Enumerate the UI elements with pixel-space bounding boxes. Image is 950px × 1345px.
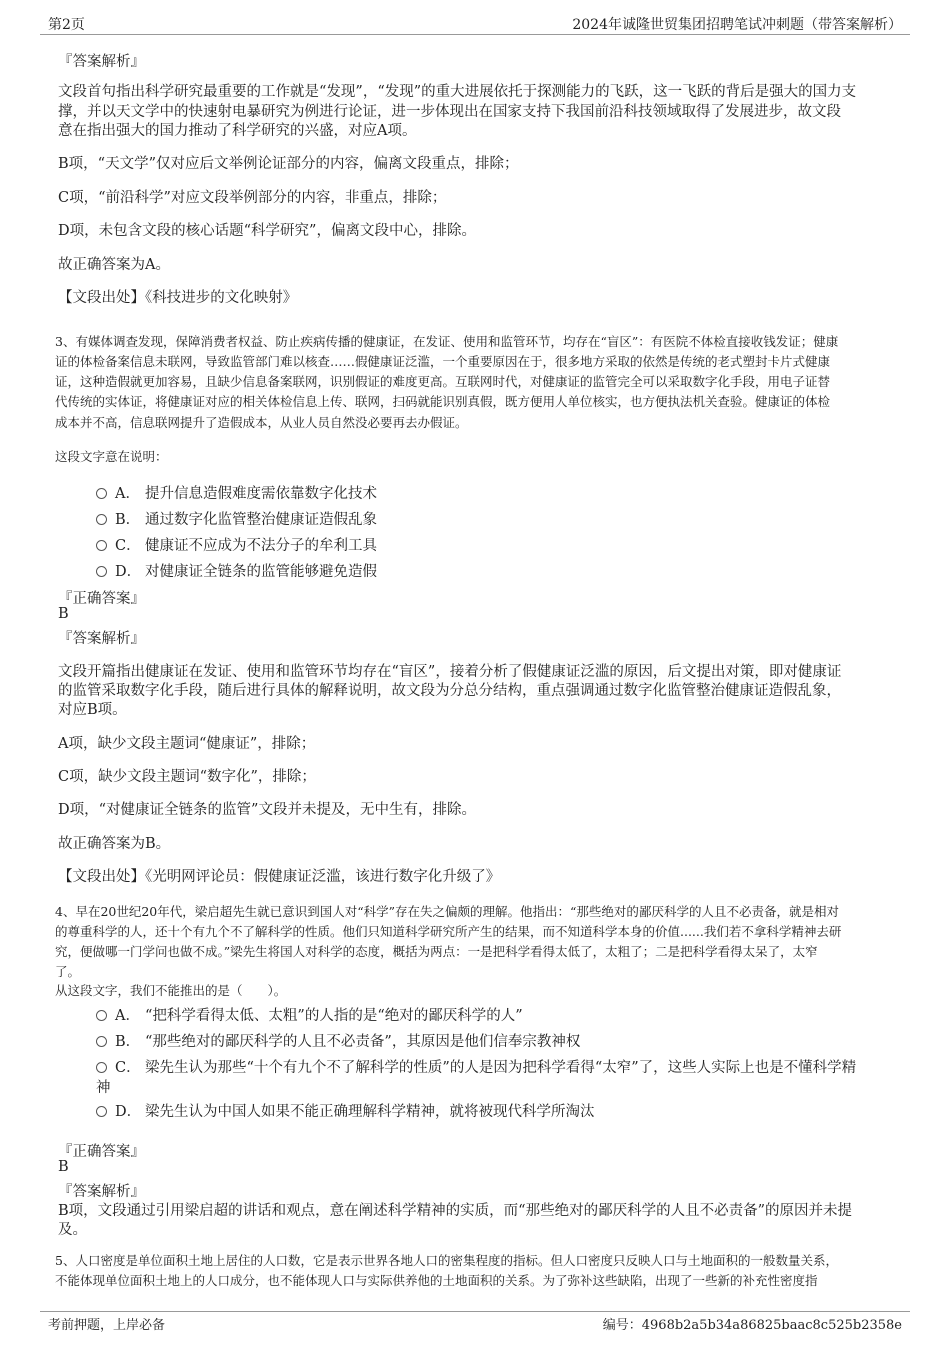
source-text: 《光明网评论员：假健康证泛滥，该进行数字化升级了》 bbox=[145, 869, 501, 885]
option-d-explanation: D项，“对健康证全链条的监管”文段并未提及，无中生有，排除。 bbox=[58, 802, 476, 818]
question-prompt: 这段文字意在说明： bbox=[55, 449, 168, 464]
option-c-explanation: C项，缺少文段主题词“数字化”，排除； bbox=[58, 769, 316, 785]
option-a[interactable]: A． 提升信息造假难度需依靠数字化技术 bbox=[96, 482, 377, 503]
question-stem-line: 5、人口密度是单位面积土地上居住的人口数，它是表示世界各地人口的密集程度的指标。但人口密度只反映人口与土地面积的一般数量关系， bbox=[55, 1253, 838, 1268]
radio-button[interactable] bbox=[96, 1010, 107, 1021]
correct-answer-label: 『正确答案』 bbox=[58, 1144, 145, 1160]
radio-button[interactable] bbox=[96, 1106, 107, 1117]
radio-button[interactable] bbox=[96, 1062, 107, 1073]
question-stem-line: 究，便做哪一门学问也做不成。”梁先生将国人对科学的态度，概括为两点：一是把科学看得太低了，太粗了；二是把科学看得太呆了，太窄 bbox=[55, 944, 818, 959]
option-c-continuation: 神 bbox=[96, 1080, 111, 1096]
question-prompt: 从这段文字，我们不能推出的是（ ）。 bbox=[55, 983, 287, 998]
analysis-line: 意在指出强大的国力推动了科学研究的兴盛，对应A项。 bbox=[58, 123, 417, 139]
question-stem-line: 了。 bbox=[55, 964, 81, 979]
analysis-line: 文段首句指出科学研究最重要的工作就是“发现”，“发现”的重大进展依托于探测能力的飞跃，这一飞跃的背后是强大的国力支 bbox=[58, 84, 857, 100]
analysis-label: 『答案解析』 bbox=[58, 1184, 145, 1200]
option-c-explanation: C项，“前沿科学”对应文段举例部分的内容，非重点，排除； bbox=[58, 190, 447, 206]
question-stem-line: 的尊重科学的人，还十个有九个不了解科学的性质。他们只知道科学研究所产生的结果，而不知道科学本身的价值......我们若不拿科学精神去研 bbox=[55, 924, 842, 939]
option-d-explanation: D项，未包含文段的核心话题“科学研究”，偏离文段中心，排除。 bbox=[58, 223, 476, 239]
question-stem-line: 代传统的实体证，将健康证对应的相关体检信息上传、联网，扫码就能识别真假，既方便用人单位核实，也方便执法机关查验。健康证的体检 bbox=[55, 394, 831, 409]
radio-button[interactable] bbox=[96, 488, 107, 499]
analysis-line: 及。 bbox=[58, 1222, 87, 1238]
answer-conclusion: 故正确答案为B。 bbox=[58, 836, 171, 852]
option-d[interactable]: D． 梁先生认为中国人如果不能正确理解科学精神，就将被现代科学所淘汰 bbox=[96, 1100, 595, 1121]
option-b[interactable]: B． “那些绝对的鄙厌科学的人且不必责备”，其原因是他们信奉宗教神权 bbox=[96, 1030, 580, 1051]
source-label: 【文段出处】 bbox=[58, 869, 145, 885]
source-citation bbox=[58, 286, 297, 307]
option-b[interactable]: B． 通过数字化监管整治健康证造假乱象 bbox=[96, 508, 377, 529]
option-c[interactable]: C． 健康证不应成为不法分子的牟利工具 bbox=[96, 534, 377, 555]
question-stem-line: 4、早在20世纪20年代，梁启超先生就已意识到国人对“科学”存在失之偏颇的理解。他指出：“那些绝对的鄙厌科学的人且不必责备，就是相对 bbox=[55, 904, 839, 919]
source-label: 【文段出处】 bbox=[58, 290, 145, 306]
analysis-line: 的监管采取数字化手段，随后进行具体的解释说明，故文段为分总分结构，重点强调通过数字化监管整治健康证造假乱象， bbox=[58, 683, 841, 699]
question-stem-line: 证的体检备案信息未联网，导致监管部门难以核查……假健康证泛滥，一个重要原因在于，很多地方采取的依然是传统的老式塑封卡片式健康 bbox=[55, 354, 831, 369]
radio-button[interactable] bbox=[96, 566, 107, 577]
option-a[interactable]: A． “把科学看得太低、太粗”的人指的是“绝对的鄙厌科学的人” bbox=[96, 1004, 523, 1025]
question-stem-line: 证，这种造假就更加容易，且缺少信息备案联网，识别假证的难度更高。互联网时代，对健康证的监管完全可以采取数字化手段，用电子证替 bbox=[55, 374, 831, 389]
correct-answer-label: 『正确答案』 bbox=[58, 591, 145, 607]
analysis-line: B项，文段通过引用梁启超的讲话和观点，意在阐述科学精神的实质，而“那些绝对的鄙厌科学的人且不必责备”的原因并未提 bbox=[58, 1203, 852, 1219]
radio-button[interactable] bbox=[96, 514, 107, 525]
analysis-line: 文段开篇指出健康证在发证、使用和监管环节均存在“盲区”，接着分析了假健康证泛滥的原因，后文提出对策，即对健康证 bbox=[58, 664, 842, 680]
correct-answer: B bbox=[58, 1159, 69, 1175]
footer-slogan: 考前押题，上岸必备 bbox=[48, 1318, 166, 1333]
option-c[interactable]: C． 梁先生认为那些“十个有九个不了解科学的性质”的人是因为把科学看得“太窄”了，这些人实际上也是不懂科学精 bbox=[96, 1056, 856, 1077]
question-stem-line: 不能体现单位面积土地上的人口成分，也不能体现人口与实际供养他的土地面积的关系。为了弥补这些缺陷，出现了一些新的补充性密度指 bbox=[55, 1273, 818, 1288]
correct-answer: B bbox=[58, 606, 69, 622]
document-title: 2024年诚隆世贸集团招聘笔试冲刺题（带答案解析） bbox=[572, 17, 902, 33]
option-a-explanation: A项，缺少文段主题词“健康证”，排除； bbox=[58, 736, 316, 752]
analysis-label: 『答案解析』 bbox=[58, 631, 145, 647]
header-divider bbox=[40, 34, 910, 35]
source-text: 《科技进步的文化映射》 bbox=[145, 290, 298, 306]
radio-button[interactable] bbox=[96, 540, 107, 551]
question-stem-line: 成本并不高，信息联网提升了造假成本，从业人员自然没必要再去办假证。 bbox=[55, 415, 468, 430]
option-b-explanation: B项，“天文学”仅对应后文举例论证部分的内容，偏离文段重点，排除； bbox=[58, 156, 519, 172]
analysis-line: 撑，并以天文学中的快速射电暴研究为例进行论证，进一步体现出在国家支持下我国前沿科技领域取得了发展进步，故文段 bbox=[58, 104, 841, 120]
footer-divider bbox=[40, 1311, 910, 1312]
option-d[interactable]: D． 对健康证全链条的监管能够避免造假 bbox=[96, 560, 377, 581]
page-number: 第2页 bbox=[48, 17, 85, 33]
question-stem-line: 3、有媒体调查发现，保障消费者权益、防止疾病传播的健康证，在发证、使用和监管环节，均存在“盲区”：有医院不体检直接收钱发证；健康 bbox=[55, 334, 839, 349]
analysis-line: 对应B项。 bbox=[58, 702, 127, 718]
analysis-label: 『答案解析』 bbox=[58, 54, 145, 70]
answer-conclusion: 故正确答案为A。 bbox=[58, 257, 170, 273]
source-citation bbox=[58, 865, 500, 886]
document-id: 编号：4968b2a5b34a86825baac8c525b2358e bbox=[602, 1318, 902, 1333]
radio-button[interactable] bbox=[96, 1036, 107, 1047]
